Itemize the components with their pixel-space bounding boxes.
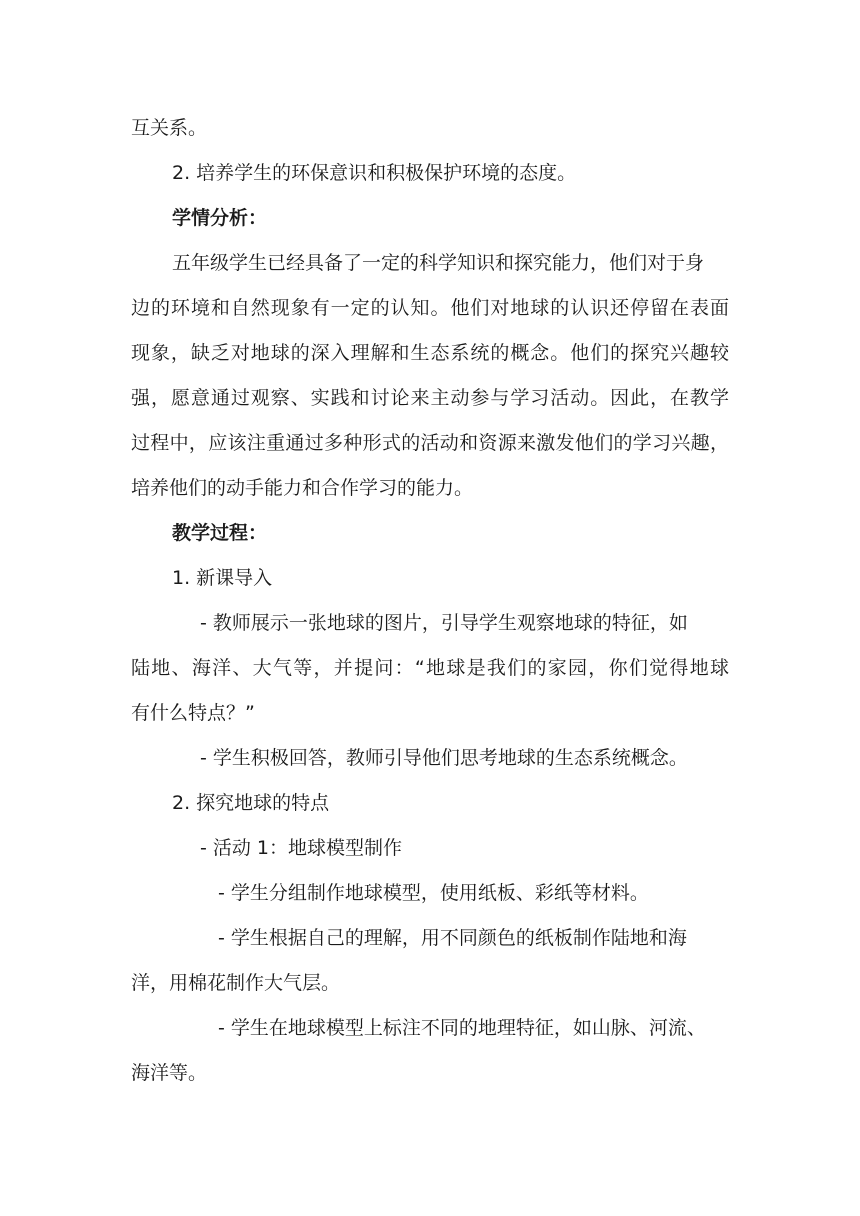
paragraph-line: 强，愿意通过观察、实践和讨论来主动参与学习活动。因此，在教学 [131, 387, 729, 409]
section-heading: 教学过程： [172, 522, 268, 544]
list-item: - 活动 1：地球模型制作 [200, 837, 403, 859]
paragraph-line: 过程中，应该注重通过多种形式的活动和资源来激发他们的学习兴趣， [131, 432, 729, 454]
paragraph-line: 培养他们的动手能力和合作学习的能力。 [131, 477, 474, 499]
paragraph-line: 陆地、海洋、大气等，并提问：“地球是我们的家园，你们觉得地球 [131, 657, 729, 679]
list-item: 1. 新课导入 [172, 567, 273, 589]
paragraph-line: 洋，用棉花制作大气层。 [131, 972, 341, 994]
list-item: - 学生根据自己的理解，用不同颜色的纸板制作陆地和海 [218, 927, 687, 949]
paragraph-line: 五年级学生已经具备了一定的科学知识和探究能力，他们对于身 [172, 252, 705, 274]
paragraph-line: 互关系。 [131, 117, 208, 139]
paragraph-line: 边的环境和自然现象有一定的认知。他们对地球的认识还停留在表面 [131, 297, 729, 319]
list-item: - 学生积极回答，教师引导他们思考地球的生态系统概念。 [200, 747, 688, 769]
section-heading: 学情分析： [172, 207, 268, 229]
list-item: 2. 探究地球的特点 [172, 792, 330, 814]
paragraph-line: 现象，缺乏对地球的深入理解和生态系统的概念。他们的探究兴趣较 [131, 342, 729, 364]
list-item: 2. 培养学生的环保意识和积极保护环境的态度。 [172, 162, 577, 184]
list-item: - 学生分组制作地球模型，使用纸板、彩纸等材料。 [218, 882, 649, 904]
list-item: - 教师展示一张地球的图片，引导学生观察地球的特征，如 [200, 612, 688, 634]
list-item: - 学生在地球模型上标注不同的地理特征，如山脉、河流、 [218, 1017, 706, 1039]
paragraph-line: 海洋等。 [131, 1062, 208, 1084]
paragraph-line: 有什么特点？” [131, 702, 255, 724]
